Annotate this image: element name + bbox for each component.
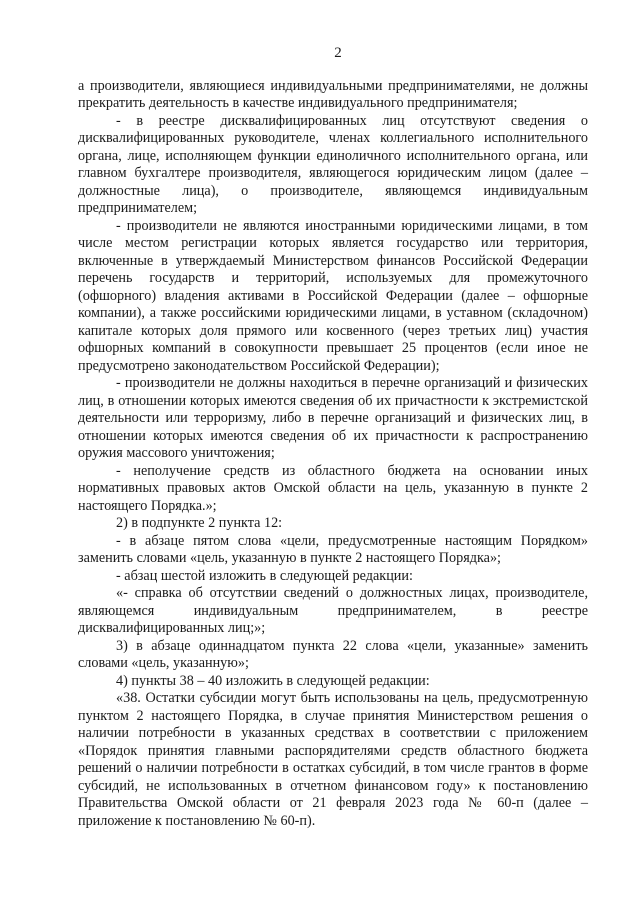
- paragraph: 2) в подпункте 2 пункта 12:: [116, 515, 283, 531]
- paragraph: - в реестре дисквалифицированных лиц отсутствуют сведения о дисквалифицированных руководителе, членах коллегиального исполнительного органа, лице, исполняющем функции единоличного исполнительного органа, или главном бухгалтере производителя, являющегося юридическим лицом (далее – должностные лица), о производителе, являющемся индивидуальным предпринимателем;: [78, 112, 588, 216]
- paragraph: - производители не должны находиться в перечне организаций и физических лиц, в отношении которых имеются сведения об их причастности к экстремистской деятельности или терроризму, либо в перечне организаций и физических лиц, в отношении которых имеются сведения об их причастности к распространению оружия массового уничтожения;: [78, 375, 588, 461]
- paragraph: 4) пункты 38 – 40 изложить в следующей редакции:: [116, 672, 430, 689]
- paragraph: «- справка об отсутствии сведений о должностных лицах, производителе, являющемся индивидуальным предпринимателем, в реестре дисквалифицированных лиц;»;: [78, 585, 588, 636]
- paragraph: 3) в абзаце одиннадцатом пункта 22 слова «цели, указанные» заменить словами «цель, указанную»;: [78, 637, 588, 671]
- paragraph: - абзац шестой изложить в следующей редакции:: [116, 567, 413, 584]
- paragraph: «38. Остатки субсидии могут быть использованы на цель, предусмотренную пунктом 2 настоящего Порядка, в случае принятия Министерством решения о наличии потребности в указанных средствах в соответствии с приложением «Порядок принятия главными распорядителями средств областного бюджета решений о наличии потребности в остатках субсидий, в том числе грантов в форме субсидий, не использованных в отчетном финансовом году» к постановлению Правительства Омской области от 21 февраля 2023 года № 60-п (далее – приложение к постановлению № 60-п).: [78, 690, 588, 829]
- paragraph: - производители не являются иностранными юридическими лицами, в том числе местом регистрации которых является государство или территория, включенные в утверждаемый Министерством финансов Российской Федерации перечень государств и территорий, используемых для промежуточного (офшорного) владения активами в Российской Федерации (далее – офшорные компании), а также российскими юридическими лицами, в уставном (складочном) капитале которых доля прямого или косвенного (через третьих лиц) участия офшорных компаний в совокупности превышает 25 процентов (если иное не предусмотрено законодательством Российской Федерации);: [78, 217, 588, 374]
- paragraph: а производители, являющиеся индивидуальными предпринимателями, не должны прекратить деятельность в качестве индивидуального предпринимателя;: [78, 77, 588, 111]
- page-number: 2: [334, 45, 342, 61]
- paragraph: - неполучение средств из областного бюджета на основании иных нормативных правовых актов Омской области на цель, указанную в пункте 2 настоящего Порядка.»;: [78, 462, 588, 514]
- paragraph: - в абзаце пятом слова «цели, предусмотренные настоящим Порядком» заменить словами «цель, указанную в пункте 2 настоящего Порядка»;: [78, 532, 588, 566]
